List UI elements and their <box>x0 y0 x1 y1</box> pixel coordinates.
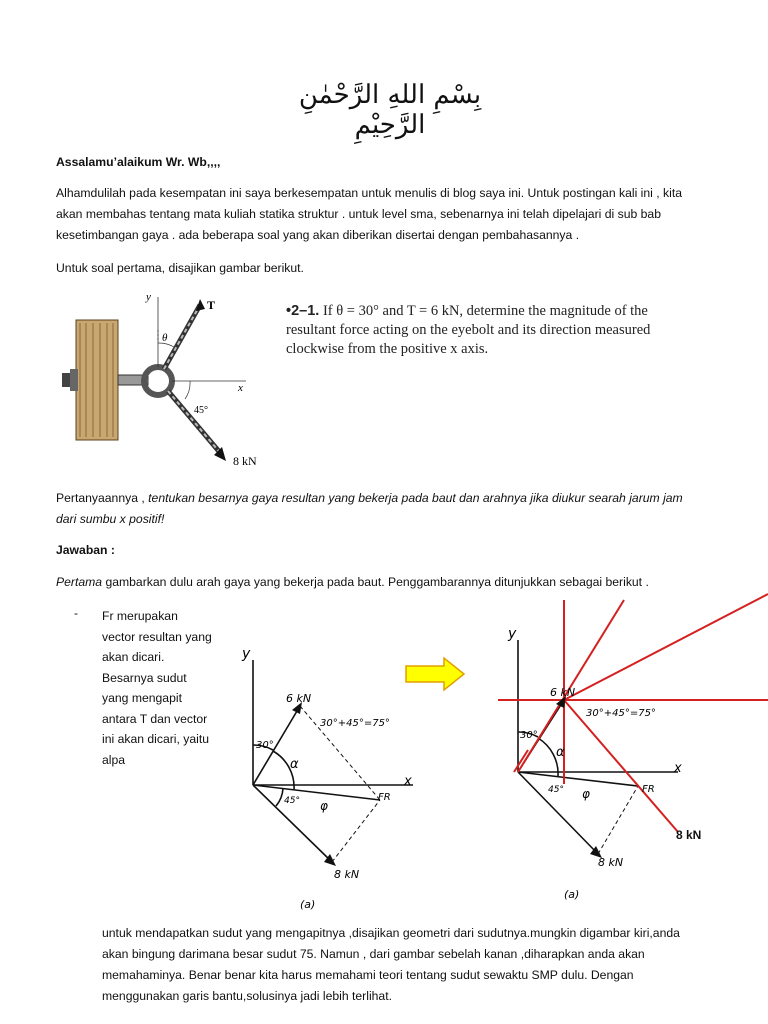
sketch-right-6kn: 6 kN <box>550 686 576 699</box>
wood-block <box>76 320 118 440</box>
sketch-right-alpha: α <box>556 745 565 760</box>
problem-statement <box>286 302 686 359</box>
yellow-arrow-icon <box>404 656 466 692</box>
step1-prefix: Pertama <box>56 575 103 589</box>
sketch-left-6kn: 6 kN <box>286 692 312 705</box>
sketch-left-8kn: 8 kN <box>334 868 360 881</box>
sketch-right-fr: FR <box>642 784 655 795</box>
sketch-right-y: y <box>508 626 517 642</box>
sketch-left-alpha: α <box>290 757 299 772</box>
bullet-dash: - <box>74 606 79 620</box>
fig1-x-label: x <box>238 382 243 394</box>
sketch-left-y: y <box>242 646 251 662</box>
fig1-theta-label: θ <box>162 332 168 344</box>
fig1-y-label: y <box>146 291 151 303</box>
fig1-8kn-label: 8 kN <box>233 454 257 468</box>
question-paragraph <box>56 488 706 530</box>
sketch-left-x: x <box>404 774 412 789</box>
sketch-right-phi: φ <box>582 787 590 801</box>
sketch-right-caption: (a) <box>564 888 580 901</box>
sketch-left-caption: (a) <box>300 898 316 911</box>
explanation-paragraph: untuk mendapatkan sudut yang mengapitnya ,disajikan geometri dari sudutnya.mungkin digambar kiri,anda akan bingung darimana besar sudut 75. Namun , dari gambar sebelah kanan ,diharapkan anda akan memahaminya. Benar benar kita harus memahami teori tentang sudut sewaktu SMP dulu. Dengan menggunakan garis bantu,solusinya jadi lebih terlihat. <box>102 926 680 1003</box>
sketch-left-30: 30° <box>256 740 274 751</box>
vector-sketch-left <box>228 640 412 920</box>
vector-sketch-right <box>498 600 768 910</box>
sketch-left-fr: FR <box>378 792 391 803</box>
sketch-right-8kn: 8 kN <box>598 856 624 869</box>
sketch-right-30: 30° <box>520 730 538 741</box>
fig1-45-label: 45° <box>194 405 208 416</box>
greeting: Assalamu’alaikum Wr. Wb,,,, <box>56 155 221 169</box>
problem-number: •2–1. <box>286 303 320 319</box>
soal-intro: Untuk soal pertama, disajikan gambar berikut. <box>56 261 304 275</box>
sketch-right-x: x <box>674 761 682 776</box>
sketch-right-8kn-label: 8 kN <box>676 828 702 842</box>
bullet-text: Fr merupakan vector resultan yang akan dicari. Besarnya sudut yang mengapit antara T dan vector ini akan dicari, yaitu alpa <box>102 609 212 767</box>
intro-paragraph: Alhamdulilah pada kesempatan ini saya berkesempatan untuk menulis di blog saya ini. Untuk postingan kali ini , kita akan membahas tentang mata kuliah statika struktur . untuk level sma, sebenarnya ini telah dipelajari di sub bab kesetimbangan gaya . ada beberapa soal yang akan diberikan disertai dengan pembahasannya . <box>56 186 682 242</box>
step1-paragraph <box>56 572 706 593</box>
question-prefix: Pertanyaannya , <box>56 491 145 505</box>
fig1-T-label: T <box>207 298 216 312</box>
eyebolt-figure <box>50 285 290 475</box>
sketch-left-phi: φ <box>320 799 328 813</box>
problem-text: If θ = 30° and T = 6 kN, determine the magnitude of the resultant force acting on the eyebolt and its direction measured clockwise from the positive x axis. <box>286 303 651 357</box>
question-text: tentukan besarnya gaya resultan yang bekerja pada baut dan arahnya jika diukur searah jarum jam dari sumbu x positif! <box>56 491 683 526</box>
answer-label: Jawaban : <box>56 543 115 557</box>
sketch-right-angle-sum: 30°+45°=75° <box>586 708 656 719</box>
sketch-left-45: 45° <box>284 796 300 806</box>
step1-text: gambarkan dulu arah gaya yang bekerja pada baut. Penggambarannya ditunjukkan sebagai berikut . <box>102 575 649 589</box>
bismillah-heading: بِسْمِ اللهِ الرَّحْمٰنِ الرَّحِيْمِ <box>298 80 482 140</box>
sketch-right-45: 45° <box>548 785 564 795</box>
sketch-left-angle-sum: 30°+45°=75° <box>320 718 390 729</box>
